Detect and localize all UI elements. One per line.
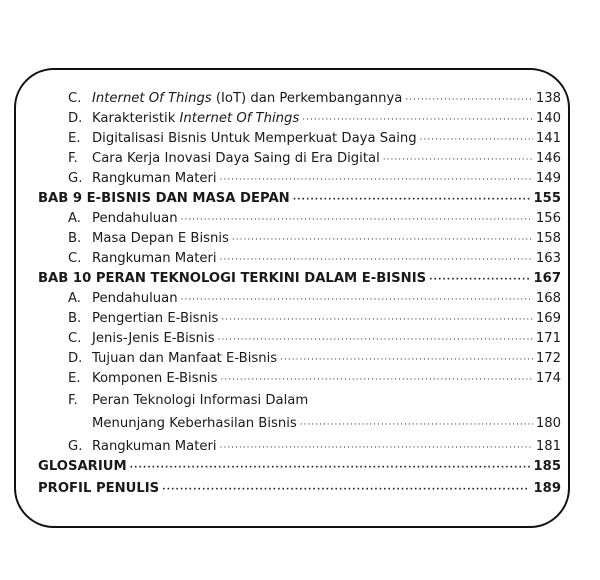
- entry-title: Karakteristik Internet Of Things: [92, 111, 300, 126]
- chapter-title: BAB 10 PERAN TEKNOLOGI TERKINI DALAM E-BISNIS: [38, 271, 427, 286]
- dot-leader: [221, 310, 532, 330]
- dot-leader: [420, 130, 533, 150]
- entry-letter: E.: [68, 131, 81, 146]
- entry-page-number: 141: [535, 131, 561, 146]
- entry-letter: G.: [68, 171, 83, 186]
- entry-title: Jenis-Jenis E-Bisnis: [92, 331, 215, 346]
- dot-leader: [429, 270, 530, 290]
- entry-title: Internet Of Things (IoT) dan Perkembangannya: [92, 91, 403, 106]
- entry-title: Pengertian E-Bisnis: [92, 311, 219, 326]
- dot-leader: [181, 290, 533, 310]
- entry-title: Komponen E-Bisnis: [92, 371, 218, 386]
- chapter-page-number: 155: [533, 191, 561, 206]
- toc-entry-9a[interactable]: [68, 209, 561, 229]
- dot-leader: [300, 415, 533, 435]
- dot-leader: [220, 370, 532, 390]
- dot-leader: [383, 150, 533, 170]
- dot-leader: [220, 170, 533, 190]
- chapter-title: BAB 9 E-BISNIS DAN MASA DEPAN: [38, 191, 290, 206]
- dot-leader: [293, 190, 531, 210]
- dot-leader: [232, 230, 533, 250]
- entry-page-number: 163: [535, 251, 561, 266]
- entry-letter: F.: [68, 393, 78, 408]
- entry-title: Tujuan dan Manfaat E-Bisnis: [92, 351, 278, 366]
- dot-leader: [130, 458, 531, 478]
- toc-profil-penulis[interactable]: [38, 479, 561, 499]
- entry-page-number: 174: [535, 371, 561, 386]
- toc-entry-10a[interactable]: [68, 289, 561, 309]
- entry-page-number: 138: [535, 91, 561, 106]
- chapter-page-number: 167: [533, 271, 561, 286]
- toc-entry-3e[interactable]: [68, 129, 561, 149]
- entry-title: Cara Kerja Inovasi Daya Saing di Era Digital: [92, 151, 380, 166]
- entry-letter: C.: [68, 251, 82, 266]
- entry-page-number: 158: [535, 231, 561, 246]
- dot-leader: [405, 90, 532, 110]
- entry-letter: C.: [68, 331, 82, 346]
- chapter-title: PROFIL PENULIS: [38, 481, 160, 496]
- entry-letter: G.: [68, 439, 83, 454]
- toc-chapter-9[interactable]: [38, 189, 561, 209]
- entry-title: Masa Depan E Bisnis: [92, 231, 229, 246]
- entry-page-number: 172: [535, 351, 561, 366]
- toc-chapter-10[interactable]: [38, 269, 561, 289]
- entry-page-number: 149: [535, 171, 561, 186]
- entry-page-number: 180: [535, 416, 561, 431]
- dot-leader: [302, 110, 533, 130]
- entry-title: Rangkuman Materi: [92, 439, 217, 454]
- entry-page-number: 181: [535, 439, 561, 454]
- entry-letter: D.: [68, 351, 83, 366]
- dot-leader: [162, 480, 530, 500]
- toc-glosarium[interactable]: [38, 457, 561, 477]
- entry-letter: C.: [68, 91, 82, 106]
- chapter-page-number: 189: [533, 481, 561, 496]
- entry-letter: A.: [68, 291, 81, 306]
- entry-title-line2: Menunjang Keberhasilan Bisnis: [92, 416, 297, 431]
- entry-page-number: 171: [535, 331, 561, 346]
- toc-entry-9c[interactable]: [68, 249, 561, 269]
- entry-letter: D.: [68, 111, 83, 126]
- entry-title: Pendahuluan: [92, 211, 178, 226]
- toc-entry-9b[interactable]: [68, 229, 561, 249]
- toc-entry-10d[interactable]: [68, 349, 561, 369]
- entry-title: Pendahuluan: [92, 291, 178, 306]
- entry-page-number: 156: [535, 211, 561, 226]
- toc-entry-10b[interactable]: [68, 309, 561, 329]
- entry-page-number: 169: [535, 311, 561, 326]
- chapter-page-number: 185: [533, 459, 561, 474]
- toc-entry-3f[interactable]: [68, 149, 561, 169]
- entry-page-number: 146: [535, 151, 561, 166]
- toc-entry-10e[interactable]: [68, 369, 561, 389]
- entry-title-line1: Peran Teknologi Informasi Dalam: [92, 393, 309, 408]
- toc-entry-3g[interactable]: [68, 169, 561, 189]
- entry-letter: F.: [68, 151, 78, 166]
- toc-entry-10c[interactable]: [68, 329, 561, 349]
- entry-page-number: 140: [535, 111, 561, 126]
- entry-letter: B.: [68, 231, 82, 246]
- entry-letter: E.: [68, 371, 81, 386]
- entry-page-number: 168: [535, 291, 561, 306]
- entry-title: Digitalisasi Bisnis Untuk Memperkuat Daya Saing: [92, 131, 417, 146]
- toc-entry-10g[interactable]: [68, 437, 561, 457]
- toc-entry-3c[interactable]: [68, 89, 561, 109]
- dot-leader: [218, 330, 533, 350]
- dot-leader: [220, 250, 533, 270]
- entry-title: Rangkuman Materi: [92, 171, 217, 186]
- dot-leader: [220, 438, 533, 458]
- toc-entry-10f[interactable]: [68, 391, 561, 431]
- entry-title: Rangkuman Materi: [92, 251, 217, 266]
- entry-letter: B.: [68, 311, 82, 326]
- toc-entry-3d[interactable]: [68, 109, 561, 129]
- entry-letter: A.: [68, 211, 81, 226]
- dot-leader: [181, 210, 533, 230]
- chapter-title: GLOSARIUM: [38, 459, 127, 474]
- dot-leader: [280, 350, 533, 370]
